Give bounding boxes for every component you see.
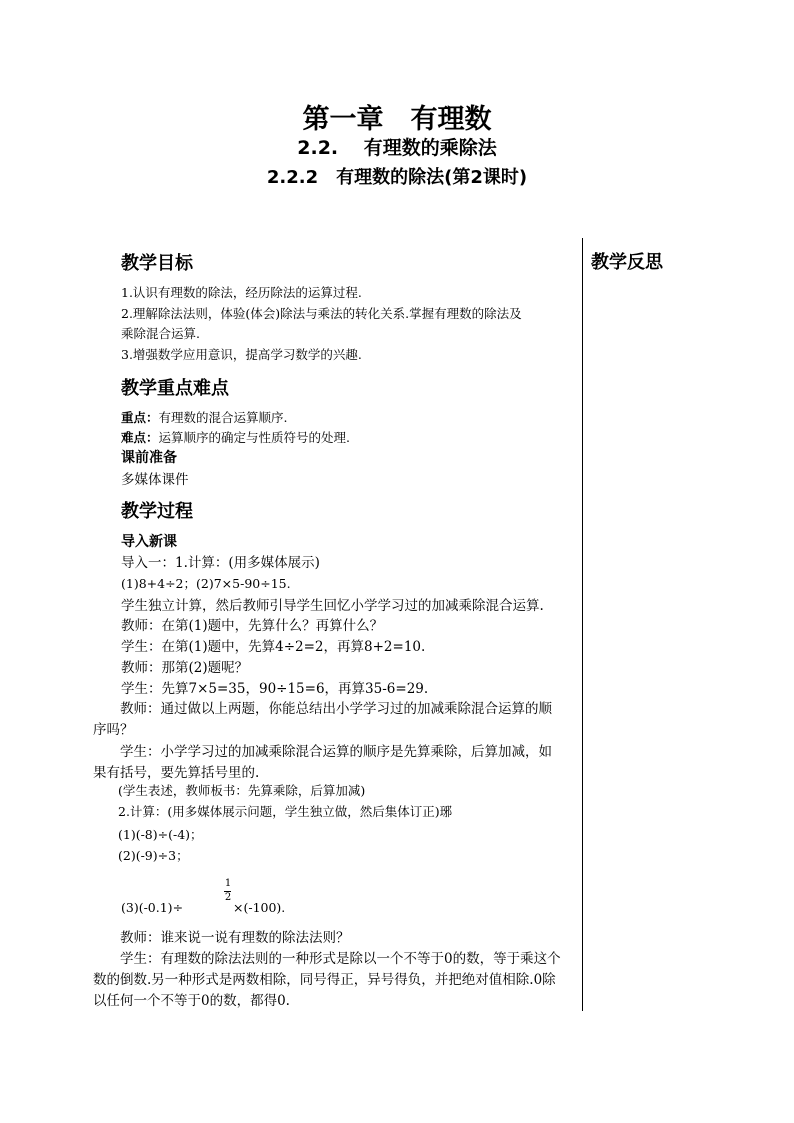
focus-line	[121, 408, 288, 426]
column-divider	[582, 238, 583, 1011]
fraction-numerator: 1	[224, 878, 232, 889]
process-line: 数的倒数.另一种形式是两数相除，同号得正，异号得负，并把绝对值相除.0除	[93, 972, 556, 988]
process-line: 以任何一个不等于0的数，都得0.	[93, 993, 290, 1009]
process-line: 教师：通过做以上两题，你能总结出小学学习过的加减乘除混合运算的顺	[93, 701, 552, 717]
difficulty-label: 难点：	[121, 430, 159, 445]
goal-item-2a: 2.理解除法法则，体验(体会)除法与乘法的转化关系.掌握有理数的除法及	[121, 306, 522, 321]
section-title: 2.2. 有理数的乘除法	[297, 137, 497, 159]
process-line: (1)(-8)÷(-4)；	[93, 827, 203, 842]
difficulty-text: 运算顺序的确定与性质符号的处理.	[158, 430, 350, 445]
process-line: 2.计算：(用多媒体展示问题，学生独立做，然后集体订正)琊	[93, 804, 453, 819]
process-title: 教学过程	[121, 501, 193, 522]
chapter-title: 第一章 有理数	[302, 104, 492, 135]
goal-item-3: 3.增强数学应用意识，提高学习数学的兴趣.	[121, 347, 362, 362]
process-line: 序吗？	[93, 722, 134, 738]
focus-text: 有理数的混合运算顺序.	[158, 410, 288, 425]
process-line: 学生：有理数的除法法则的一种形式是除以一个不等于0的数，等于乘这个	[93, 951, 561, 967]
lesson-title: 2.2.2 有理数的除法(第2课时)	[266, 167, 528, 188]
process-line: (2)(-9)÷3；	[93, 848, 189, 863]
process-line: (学生表述，教师板书：先算乘除，后算加减)	[93, 783, 366, 798]
keypoints-title: 教学重点难点	[121, 378, 229, 399]
difficulty-line	[121, 428, 350, 446]
process-line: 学生：在第(1)题中，先算4÷2=2，再算8+2=10.	[121, 639, 426, 655]
goals-title: 教学目标	[121, 253, 193, 274]
goal-item-1: 1.认识有理数的除法，经历除法的运算过程.	[121, 285, 362, 300]
intro-title: 导入新课	[121, 534, 177, 550]
question-3-right: ×(-100).	[233, 900, 286, 915]
process-line: 导入一：1.计算：(用多媒体展示)	[121, 555, 320, 571]
prep-text: 多媒体课件	[121, 472, 189, 488]
reflection-title: 教学反思	[591, 252, 663, 273]
process-line: 果有括号，要先算括号里的.	[93, 765, 260, 781]
process-line: 教师：那第(2)题呢？	[121, 660, 249, 676]
goal-item-2b: 乘除混合运算.	[121, 326, 200, 341]
process-line: (1)8+4÷2；(2)7×5-90÷15.	[121, 576, 291, 591]
prep-title: 课前准备	[121, 450, 177, 466]
question-3-left: (3)(-0.1)÷	[121, 900, 184, 915]
fraction-denominator: 2	[224, 892, 232, 903]
process-line: 学生：先算7×5=35，90÷15=6，再算35-6=29.	[121, 681, 429, 697]
process-line: 教师：谁来说一说有理数的除法法则？	[93, 930, 350, 946]
process-line: 教师：在第(1)题中，先算什么？再算什么？	[121, 618, 384, 634]
process-line: 学生：小学学习过的加减乘除混合运算的顺序是先算乘除，后算加减，如	[93, 744, 552, 760]
focus-label: 重点：	[121, 410, 159, 425]
process-line: 学生独立计算，然后教师引导学生回忆小学学习过的加减乘除混合运算.	[121, 598, 544, 614]
